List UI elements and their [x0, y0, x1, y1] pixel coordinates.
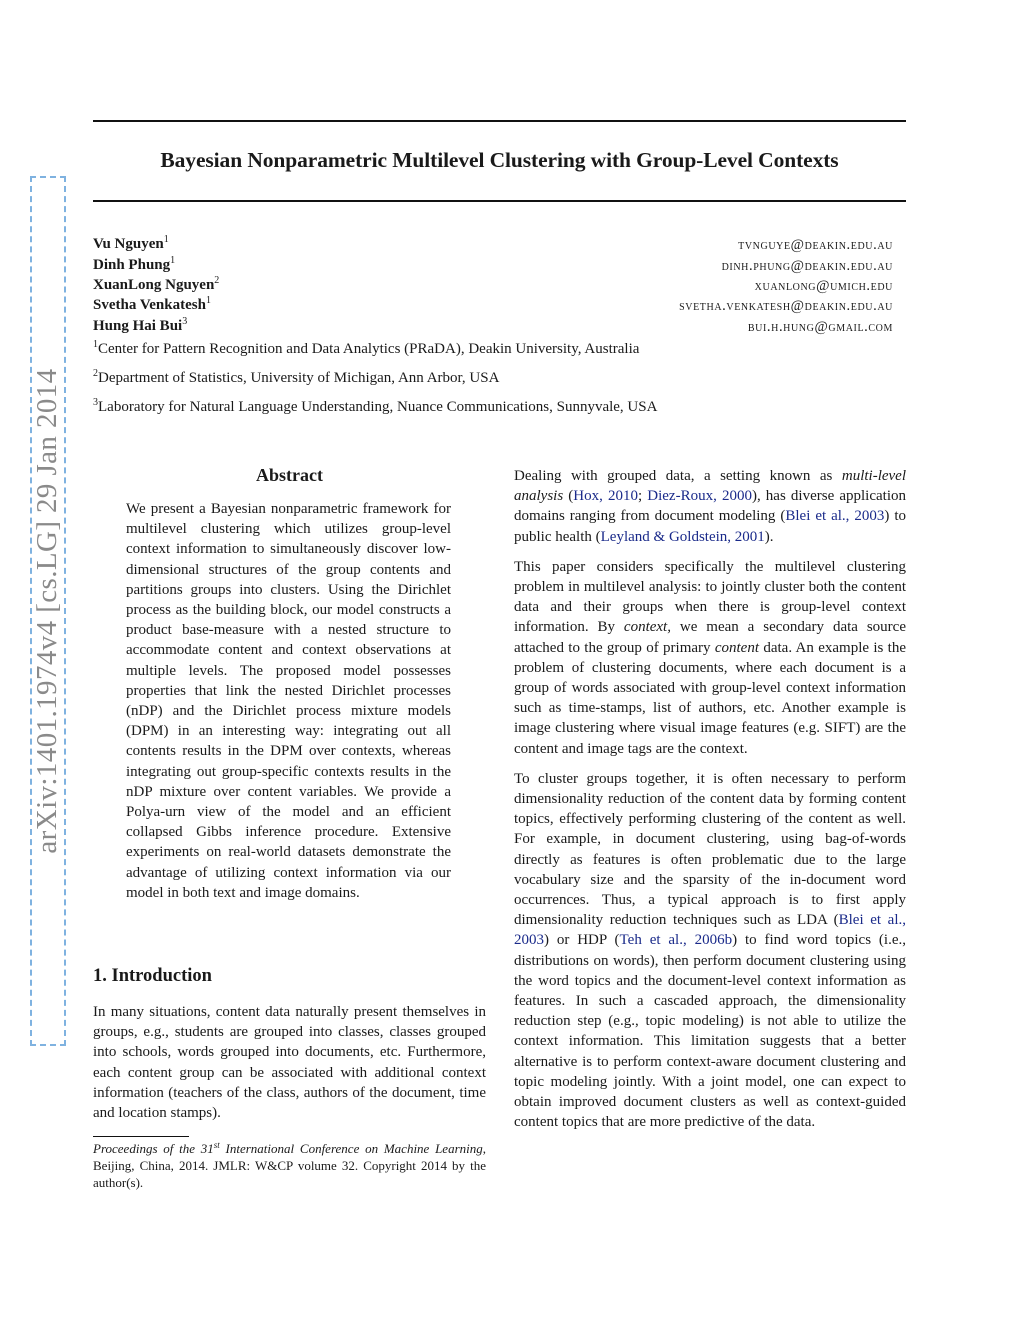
author-affil-sup: 1	[170, 255, 176, 266]
citation-link[interactable]: Hox, 2010	[573, 488, 638, 505]
author-row	[93, 257, 893, 277]
text-run: ) to find word topics (i.e., distributions on words), then perform document clustering using the word topics and the document-level context information as features. In such a cascaded approach, the dimensionality reduction step (e.g., topic modeling) is not able to utilize the context information. This limitation suggests that a better alternative is to perform context-aware document clustering and topic modeling jointly. With a joint model, one can expect to obtain improved document clusters as well as context-guided content topics that are more predictive of the data.	[514, 932, 906, 1131]
affiliation-text: Laboratory for Natural Language Understanding, Nuance Communications, Sunnyvale, USA	[98, 399, 658, 415]
author-email[interactable]: svetha.venkatesh@deakin.edu.au	[679, 298, 893, 314]
author-affil-sup: 2	[214, 275, 220, 286]
affiliation-sup: 1	[93, 339, 98, 350]
author-name: XuanLong Nguyen	[93, 277, 215, 293]
title-bottom-rule	[93, 200, 906, 202]
author-name: Svetha Venkatesh	[93, 297, 206, 313]
affiliation	[93, 341, 639, 358]
author-email[interactable]: xuanlong@umich.edu	[754, 278, 893, 294]
footnote-sup: st	[213, 1140, 220, 1150]
title-top-rule	[93, 120, 906, 122]
author-name: Hung Hai Bui	[93, 318, 183, 334]
author-affil-sup: 1	[163, 234, 169, 245]
footnote	[93, 1140, 486, 1191]
text-run: we mean a secondary data source attached to the group of primary	[514, 619, 906, 656]
footnote-lead: Proceedings of the 31	[93, 1141, 214, 1156]
paper-title: Bayesian Nonparametric Multilevel Clustering with Group-Level Contexts	[160, 148, 839, 172]
text-run: (	[563, 488, 574, 505]
author-email[interactable]: bui.h.hung@gmail.com	[747, 319, 893, 335]
text-run: To cluster groups together, it is often necessary to perform dimensionality reduction of the content data by forming content topics, effectively performing clustering of the content as well. For example, in document clustering, using bag-of-words directly as features is often problematic due to the large vocabulary size and the sparsity of the in-document word occurrences. Thus, a typical approach is to first apply dimensionality reduction techniques such as LDA (	[514, 770, 906, 929]
text-run: This paper considers specifically the multilevel clustering problem in multilevel analysis: to jointly cluster both the content data and their groups when there is group-level context information. By	[514, 558, 906, 636]
text-run: ), has diverse application domains ranging from document modeling (	[514, 488, 906, 525]
paragraph	[514, 557, 906, 759]
text-run: data. An example is the problem of clustering documents, where each document is a group of words associated with group-level context information such as time-stamps, list of authors, etc. Another example is image clustering where visual image features (e.g. SIFT) are the content and image tags are the context.	[514, 639, 906, 757]
affiliation	[93, 370, 499, 387]
paragraph	[514, 769, 906, 1133]
footnote-rest: , Beijing, China, 2014. JMLR: W&CP volume 32. Copyright 2014 by the author(s).	[93, 1141, 486, 1190]
author-row	[93, 236, 893, 256]
text-run: ;	[637, 488, 648, 505]
text-run: Dealing with grouped data, a setting known as	[514, 468, 842, 484]
text-run: ) or HDP (	[544, 932, 620, 949]
emphasis: multi-level analysis	[514, 468, 906, 505]
paragraph	[514, 466, 906, 547]
author-name: Vu Nguyen	[93, 236, 164, 252]
citation-link[interactable]: Blei et al., 2003	[514, 912, 906, 949]
emphasis: content	[714, 639, 760, 656]
author-row	[93, 277, 893, 297]
arxiv-stamp[interactable]: arXiv:1401.1974v4 [cs.LG] 29 Jan 2014	[30, 176, 66, 1046]
footnote-rule	[93, 1136, 189, 1137]
author-affil-sup: 1	[205, 295, 211, 306]
affiliation-sup: 2	[93, 368, 98, 379]
author-row	[93, 297, 893, 317]
author-name: Dinh Phung	[93, 257, 171, 273]
text-run: ).	[764, 528, 774, 545]
citation-link[interactable]: Diez-Roux, 2000	[647, 488, 752, 505]
abstract-heading: Abstract	[256, 465, 323, 485]
affiliation	[93, 399, 657, 416]
affiliation-text: Department of Statistics, University of Michigan, Ann Arbor, USA	[98, 370, 500, 386]
affiliation-sup: 3	[93, 397, 98, 408]
author-affil-sup: 3	[182, 316, 188, 327]
author-email[interactable]: dinh.phung@deakin.edu.au	[721, 258, 893, 274]
author-email[interactable]: tvnguye@deakin.edu.au	[738, 237, 893, 253]
citation-link[interactable]: Teh et al., 2006b	[619, 932, 733, 949]
introduction-paragraph: In many situations, content data naturally present themselves in groups, e.g., students are grouped into classes, classes grouped into schools, words grouped into documents, etc. Furthermore, each content group can be associated with additional context information (teachers of the class, authors of the document, time and location stamps).	[93, 1004, 486, 1122]
citation-link[interactable]: Leyland & Goldstein, 2001	[600, 528, 765, 545]
author-row	[93, 318, 893, 338]
footnote-conference: International Conference on Machine Learning	[219, 1141, 483, 1156]
abstract-body: We present a Bayesian nonparametric framework for multilevel clustering which utilizes group-level context information to simultaneously discover low-dimensional structures of the group contents and partitions groups into clusters. Using the Dirichlet process as the building block, our model constructs a product base-measure with a nested structure to accommodate content and context observations at multiple levels. The proposed model possesses properties that link the nested Dirichlet processes (nDP) and the Dirichlet process mixture models (DPM) in an interesting way: integrating out all contents results in the DPM over contexts, whereas integrating out group-specific contexts results in the nDP mixture over content variables. We provide a Polya-urn view of the model and an efficient collapsed Gibbs inference procedure. Extensive experiments on real-world datasets demonstrate the advantage of utilizing context information via our model in both text and image domains.	[126, 501, 451, 901]
emphasis: context,	[623, 619, 671, 636]
affiliation-text: Center for Pattern Recognition and Data Analytics (PRaDA), Deakin University, Australia	[98, 341, 640, 357]
right-column	[514, 466, 906, 1143]
text-run: ) to public health (	[514, 508, 906, 545]
citation-link[interactable]: Blei et al., 2003	[785, 508, 885, 525]
section-heading-introduction: 1. Introduction	[93, 966, 212, 986]
